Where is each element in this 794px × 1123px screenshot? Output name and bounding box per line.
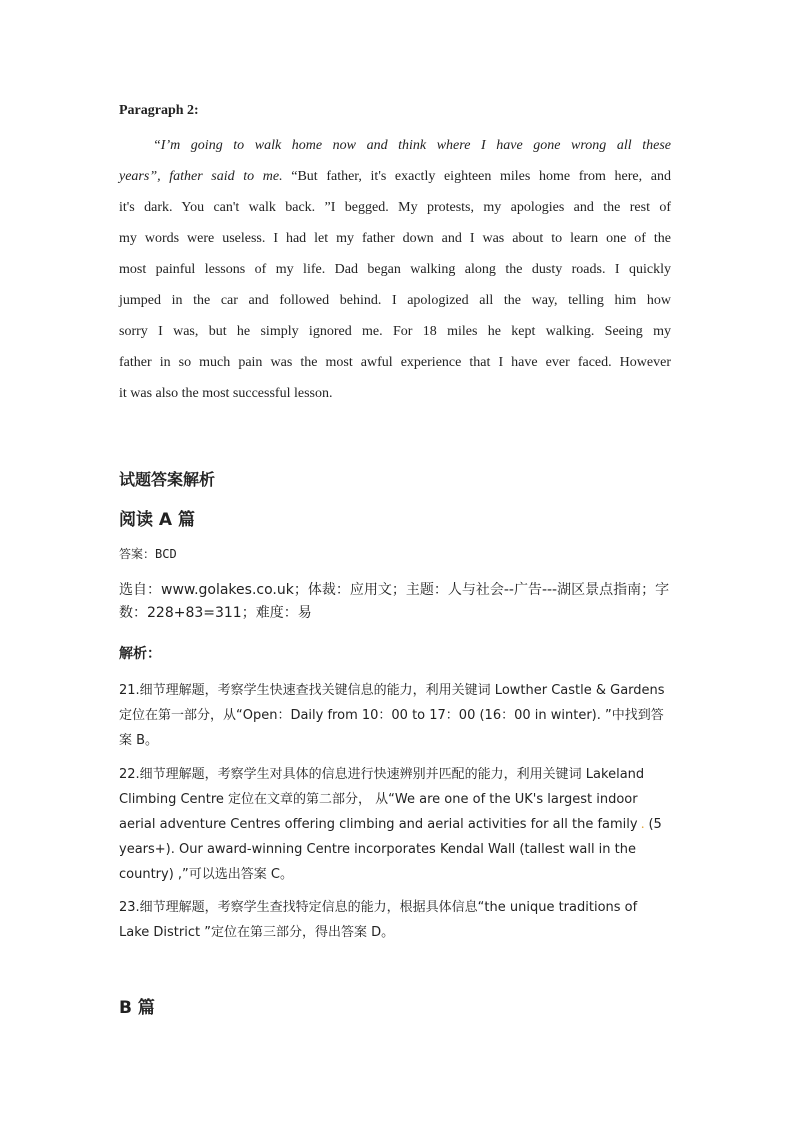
story-line: years”, father said to me. “But father, it's exactly eighteen miles home from here, and (119, 169, 671, 184)
answer-line: 答案：BCD (119, 547, 177, 561)
story-line: “I’m going to walk home now and think where I have gone wrong all these (153, 138, 671, 153)
part-b-title: B 篇 (119, 998, 155, 1018)
story-line: it's dark. You can't walk back. ”I begged. My protests, my apologies and the rest of (119, 200, 671, 215)
story-line: my words were useless. I had let my father down and I was about to learn one of the (119, 231, 671, 246)
part-a-title: 阅读 A 篇 (119, 510, 195, 530)
story-line: father in so much pain was the most awful experience that I have ever faced. However (119, 355, 671, 370)
question-22-explanation: 22.细节理解题，考察学生对具体的信息进行快速辨别并匹配的能力，利用关键词 Lakeland Climbing Centre 定位在文章的第二部分， 从“We are one of the UK's largest indoor aerial adventure Centres offering climbing and aerial activities for all the family . (5 years+). Our award-winning Centre incorporates Kendal Wall (tallest wall in the country) ,”可以选出答案 C。 (119, 767, 662, 882)
section-title: 试题答案解析 (119, 470, 216, 489)
explain-label: 解析： (119, 646, 161, 662)
story-line: sorry I was, but he simply ignored me. For 18 miles he kept walking. Seeing my (119, 324, 671, 339)
story-line: jumped in the car and followed behind. I apologized all the way, telling him how (119, 293, 671, 308)
story-line: it was also the most successful lesson. (119, 386, 333, 401)
question-21-explanation: 21.细节理解题，考察学生快速查找关键信息的能力，利用关键词 Lowther Castle & Gardens 定位在第一部分，从“Open：Daily from 10：00 to 17：00 (16：00 in winter). ”中找到答案 B。 (119, 683, 665, 748)
story-line: most painful lessons of my life. Dad began walking along the dusty roads. I quickly (119, 262, 671, 277)
question-23-explanation: 23.细节理解题，考察学生查找特定信息的能力，根据具体信息“the unique traditions of Lake District ”定位在第三部分，得出答案 D。 (119, 900, 638, 940)
paragraph-heading: Paragraph 2: (119, 103, 199, 118)
story-paragraph (119, 130, 671, 409)
source-info: 选自：www.golakes.co.uk；体裁：应用文；主题：人与社会--广告---湖区景点指南；字数：228+83=311；难度：易 (119, 582, 670, 621)
